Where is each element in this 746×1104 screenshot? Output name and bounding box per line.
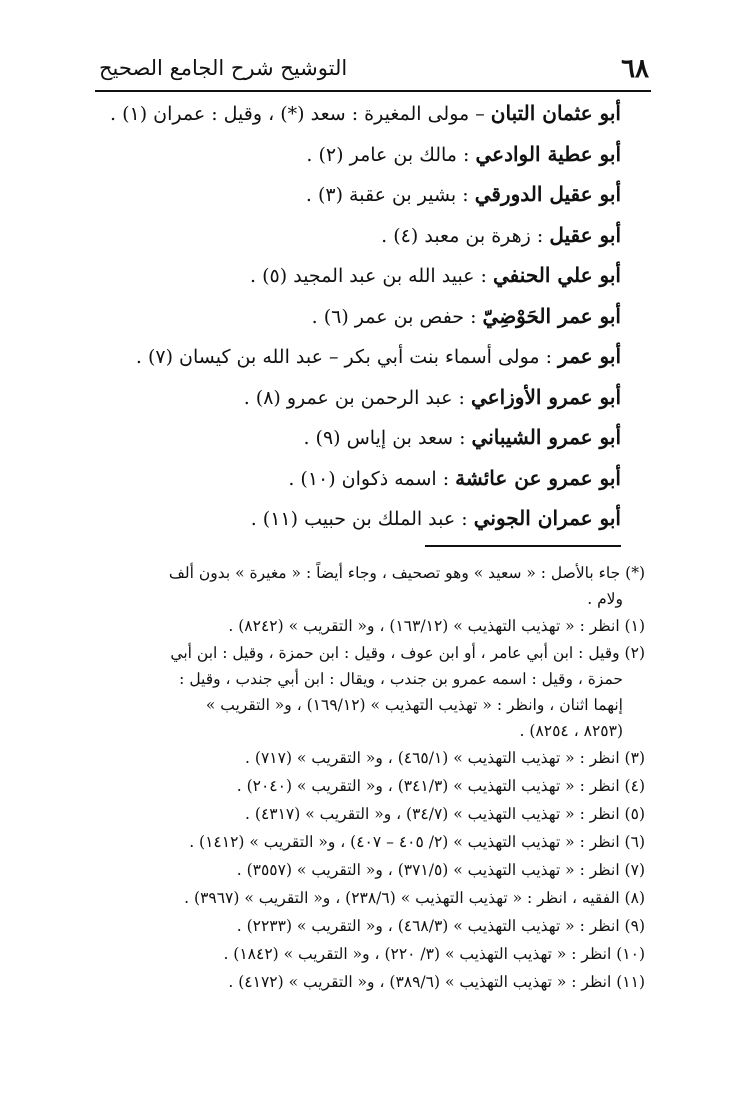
- entry: [101, 215, 621, 256]
- entry-name: أبو عثمان التبان: [490, 101, 621, 125]
- entry-text: : مالك بن عامر (٢) .: [306, 143, 476, 166]
- footnote-line: (٣) انظر : « تهذيب التهذيب » (٤٦٥/١) ، و« التقريب » (٧١٧) .: [245, 749, 645, 767]
- footnote-8: [100, 884, 645, 912]
- entry-text: : مولى أسماء بنت أبي بكر – عبد الله بن كيسان (٧) .: [135, 346, 559, 368]
- footnote-line: (١) انظر : « تهذيب التهذيب » (١٦٣/١٢) ، و« التقريب » (٨٢٤٢) .: [228, 617, 645, 635]
- footnote-rule: [425, 545, 621, 547]
- footnote-line: (٢) وقيل : ابن أبي عامر ، أو ابن عوف ، وقيل : ابن حمزة ، وقيل : ابن أبي: [170, 644, 645, 662]
- footnote-5: [100, 800, 645, 828]
- footnote-line: حمزة ، وقيل : اسمه عمرو بن جندب ، ويقال : ابن أبي جندب ، وقيل :: [179, 670, 623, 688]
- entry-text: : بشير بن عقبة (٣) .: [305, 184, 475, 206]
- entry: [101, 377, 621, 418]
- footnote-7: [100, 856, 645, 884]
- footnote-line: (٨) الفقيه ، انظر : « تهذيب التهذيب » (٢٣٨/٦) ، و« التقريب » (٣٩٦٧) .: [184, 889, 645, 907]
- footnote-line: (١٠) انظر : « تهذيب التهذيب » (٣/ ٢٢٠) ، و« التقريب » (١٨٤٢) .: [223, 945, 645, 963]
- entry: [101, 296, 621, 337]
- entry-text: : عبيد الله بن عبد المجيد (٥) .: [250, 265, 493, 287]
- page-number: ٦٨: [621, 54, 649, 84]
- entry: [101, 255, 621, 296]
- footnotes: [100, 560, 645, 996]
- page-header: [95, 52, 653, 88]
- entry: [101, 498, 621, 539]
- entry-text: : زهرة بن معبد (٤) .: [381, 224, 550, 247]
- footnote-line: (٤) انظر : « تهذيب التهذيب » (٣٤١/٣) ، و« التقريب » (٢٠٤٠) .: [236, 777, 645, 795]
- entry-name: أبو عمرو الشيباني: [471, 425, 621, 449]
- footnote-line: (*) جاء بالأصل : « سعيد » وهو تصحيف ، وجاء أيضاً : « مغيرة » بدون ألف: [168, 564, 645, 582]
- entry-name: أبو عمر: [558, 344, 621, 368]
- footnote-1: [100, 612, 645, 640]
- entry-name: أبو عمران الجوني: [473, 506, 621, 530]
- footnote-star: [100, 560, 645, 612]
- entry-name: أبو عمرو عن عائشة: [455, 465, 621, 490]
- footnote-line: (١١) انظر : « تهذيب التهذيب » (٣٨٩/٦) ، و« التقريب » (٤١٧٢) .: [228, 973, 645, 991]
- footnote-line: (٦) انظر : « تهذيب التهذيب » (٢/ ٤٠٥ – ٤٠٧) ، و« التقريب » (١٤١٢) .: [189, 833, 645, 851]
- entry-text: : عبد الرحمن بن عمرو (٨) .: [243, 386, 471, 409]
- entry-text: : سعد بن إياس (٩) .: [303, 427, 472, 449]
- footnote-line: (٧) انظر : « تهذيب التهذيب » (٣٧١/٥) ، و« التقريب » (٣٥٥٧) .: [236, 861, 645, 879]
- footnote-3: [100, 744, 645, 772]
- footnote-10: [100, 940, 645, 968]
- entry-text: : حفص بن عمر (٦) .: [311, 305, 483, 328]
- entry-name: أبو عقيل الدورقي: [474, 182, 621, 206]
- footnote-2: [100, 640, 645, 744]
- entry-name: أبو عقيل: [549, 222, 621, 247]
- footnote-6: [100, 828, 645, 856]
- entry: [101, 458, 621, 499]
- entry-name: أبو عطية الوادعي: [475, 141, 621, 166]
- entry-name: أبو عمر الحَوْضِيّ: [482, 303, 621, 328]
- entries-list: [101, 93, 621, 539]
- entry-text: : عبد الملك بن حبيب (١١) .: [250, 508, 474, 530]
- entry: [101, 417, 621, 458]
- entry-name: أبو عمرو الأوزاعي: [470, 384, 621, 409]
- footnote-line: إنهما اثنان ، وانظر : « تهذيب التهذيب » (١٦٩/١٢) ، و« التقريب »: [205, 696, 623, 714]
- entry: [101, 174, 621, 215]
- footnote-11: [100, 968, 645, 996]
- footnote-line: (٥) انظر : « تهذيب التهذيب » (٣٤/٧) ، و« التقريب » (٤٣١٧) .: [245, 805, 645, 823]
- entry: [101, 93, 621, 134]
- footnote-line: (٨٢٥٣ ، ٨٢٥٤) .: [519, 722, 623, 740]
- header-rule: [95, 90, 651, 92]
- footnote-4: [100, 772, 645, 800]
- footnote-line: (٩) انظر : « تهذيب التهذيب » (٤٦٨/٣) ، و« التقريب » (٢٢٣٣) .: [236, 917, 645, 935]
- entry-text: : اسمه ذكوان (١٠) .: [288, 467, 456, 490]
- footnote-9: [100, 912, 645, 940]
- entry-text: – مولى المغيرة : سعد (*) ، وقيل : عمران (١) .: [109, 103, 491, 125]
- entry-name: أبو علي الحنفي: [493, 263, 621, 287]
- footnote-line: ولام .: [587, 590, 623, 608]
- running-title: التوشيح شرح الجامع الصحيح: [99, 56, 348, 80]
- entry: [101, 336, 621, 377]
- entry: [101, 134, 621, 175]
